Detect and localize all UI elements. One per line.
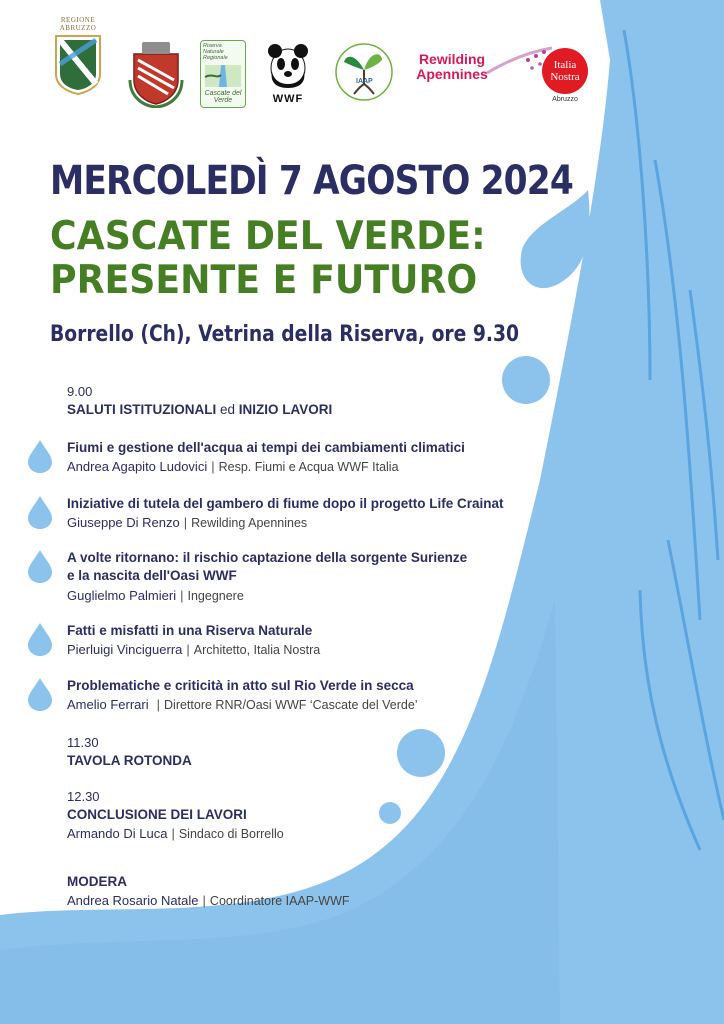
talk-speaker: Andrea Agapito Ludovici | Resp. Fiumi e Acqua WWF Italia <box>67 459 399 474</box>
riserva-cascate-logo: Riserva Naturale Regionale Cascate del Verde <box>200 40 246 108</box>
event-title-line2: PRESENTE E FUTURO <box>50 258 478 303</box>
event-place: Borrello (Ch), Vetrina della Riserva, ore 9.30 <box>50 322 519 347</box>
water-drop-icon <box>26 494 54 530</box>
borrello-crest-icon <box>128 40 184 108</box>
talk-speaker: Giuseppe Di Renzo | Rewilding Apennines <box>67 515 308 530</box>
talk-speaker: Pierluigi Vinciguerra | Architetto, Italia Nostra <box>67 642 321 657</box>
water-drop-icon <box>26 676 54 712</box>
bubble-3 <box>481 706 513 738</box>
round-label: TAVOLA ROTONDA <box>67 753 192 768</box>
wwf-logo: WWF <box>266 42 310 105</box>
closing-label: CONCLUSIONE DEI LAVORI <box>67 807 247 822</box>
logos-bar <box>0 0 724 120</box>
bubble-1 <box>502 356 550 404</box>
closing-time: 12.30 <box>67 789 100 804</box>
bubble-4 <box>379 802 401 824</box>
opening-label: SALUTI ISTITUZIONALI ed INIZIO LAVORI <box>67 402 333 417</box>
event-title-line1: CASCATE DEL VERDE: <box>50 214 486 259</box>
moderator-speaker: Andrea Rosario Natale | Coordinatore IAAP-WWF <box>67 893 350 908</box>
italia-nostra-logo: Italia Nostra Abruzzo <box>540 48 590 103</box>
large-water-drop <box>521 190 590 288</box>
panda-icon <box>266 42 310 88</box>
event-date: MERCOLEDÌ 7 AGOSTO 2024 <box>50 158 573 204</box>
opening-time: 9.00 <box>67 384 93 399</box>
event-title <box>50 215 486 303</box>
regione-crest-icon <box>54 34 102 96</box>
water-drop-icon <box>26 621 54 657</box>
rewilding-swoosh-icon <box>444 44 554 74</box>
regione-abruzzo-logo: REGIONE ABRUZZO <box>50 16 106 96</box>
round-time: 11.30 <box>67 735 99 750</box>
iaap-tree-icon <box>334 40 394 102</box>
closing-speaker: Armando Di Luca | Sindaco di Borrello <box>67 826 284 841</box>
talk-title: Iniziative di tutela del gambero di fiume dopo il progetto Life Crainat <box>67 496 504 511</box>
moderator-label: MODERA <box>67 874 127 889</box>
talk-speaker: Guglielmo Palmieri | Ingegnere <box>67 588 244 603</box>
talk-speaker: Amelio Ferrari | Direttore RNR/Oasi WWF ‘Cascate del Verde’ <box>67 697 418 712</box>
talk-title: A volte ritornano: il rischio captazione della sorgente Surienze <box>67 550 468 565</box>
talk-title: Problematiche e criticità in atto sul Rio Verde in secca <box>67 678 414 693</box>
water-drop-icon <box>26 438 54 474</box>
waterfall-icon <box>203 63 243 89</box>
bubble-2 <box>397 729 445 777</box>
water-drop-icon <box>26 548 54 584</box>
iaap-logo: IAAP <box>334 40 394 107</box>
talk-title-line2: e la nascita dell'Oasi WWF <box>67 568 237 583</box>
talk-title: Fiumi e gestione dell'acqua ai tempi dei cambiamenti climatici <box>67 440 465 455</box>
rewilding-apennines-logo: Rewilding Apennines <box>404 52 500 82</box>
talk-title: Fatti e misfatti in una Riserva Naturale <box>67 623 313 638</box>
